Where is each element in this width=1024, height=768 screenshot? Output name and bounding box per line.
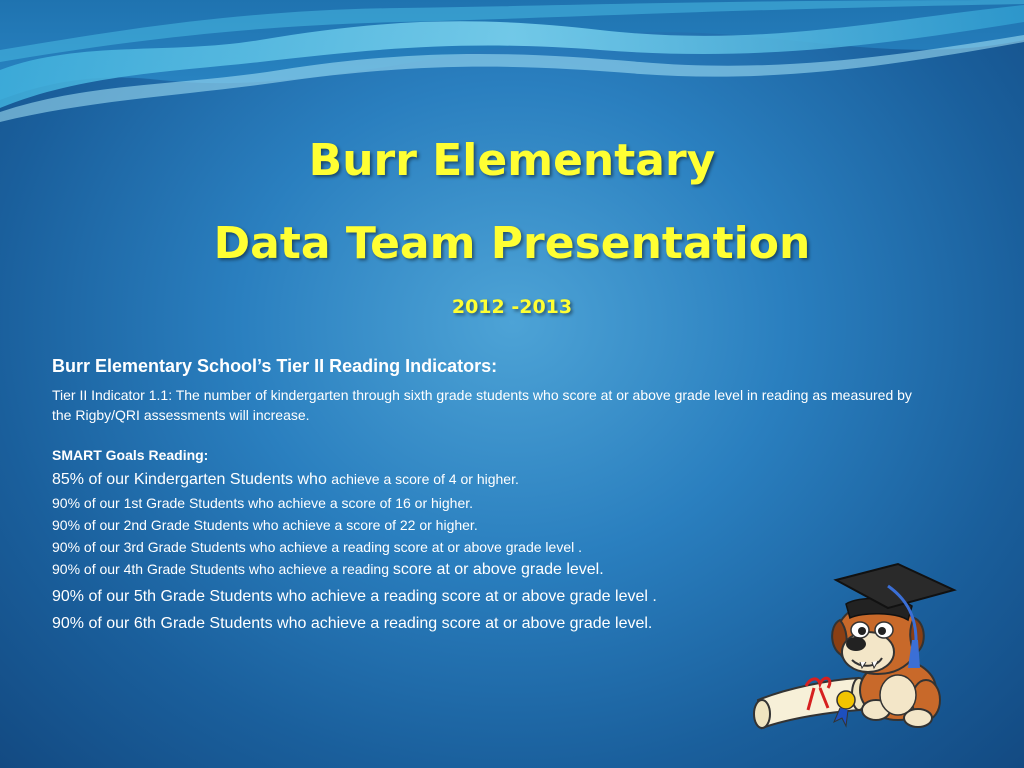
title-line-2: Data Team Presentation [213,218,811,269]
goal-grade-3: 90% of our 3rd Grade Students who achieve a reading score at or above grade level . [52,539,582,555]
goal-grade-6: 90% of our 6th Grade Students who achieve a reading score at or above grade level. [52,615,653,632]
diploma-scroll-icon [754,678,866,728]
goal-grade-1: 90% of our 1st Grade Students who achieve a score of 16 or higher. [52,495,474,511]
goal-kindergarten-start: 85% of our Kindergarten Students who [52,471,332,488]
title-line-1: Burr Elementary [308,135,716,186]
goal-grade-4-end: score at or above grade level. [392,561,604,578]
bulldog-graduate-icon [748,560,958,735]
goal-kindergarten [52,471,952,489]
wave-decoration [0,0,1024,140]
school-year: 2012 -2013 [451,296,573,318]
goal-grade-5: 90% of our 5th Grade Students who achieve a reading score at or above grade level . [52,588,657,605]
indicator-text: Tier II Indicator 1.1: The number of kindergarten through sixth grade students who score at or above grade level in reading as measured by the Rigby/QRI assessments will increase. [52,387,912,423]
smart-goals-heading: SMART Goals Reading: [52,447,209,463]
goal-grade-4-start: 90% of our 4th Grade Students who achieve a reading [52,561,393,577]
goal-grade-2: 90% of our 2nd Grade Students who achieve a score of 22 or higher. [52,517,478,533]
goal-kindergarten-end: achieve a score of 4 or higher. [331,471,519,487]
indicators-heading: Burr Elementary School’s Tier II Reading Indicators: [52,356,498,376]
